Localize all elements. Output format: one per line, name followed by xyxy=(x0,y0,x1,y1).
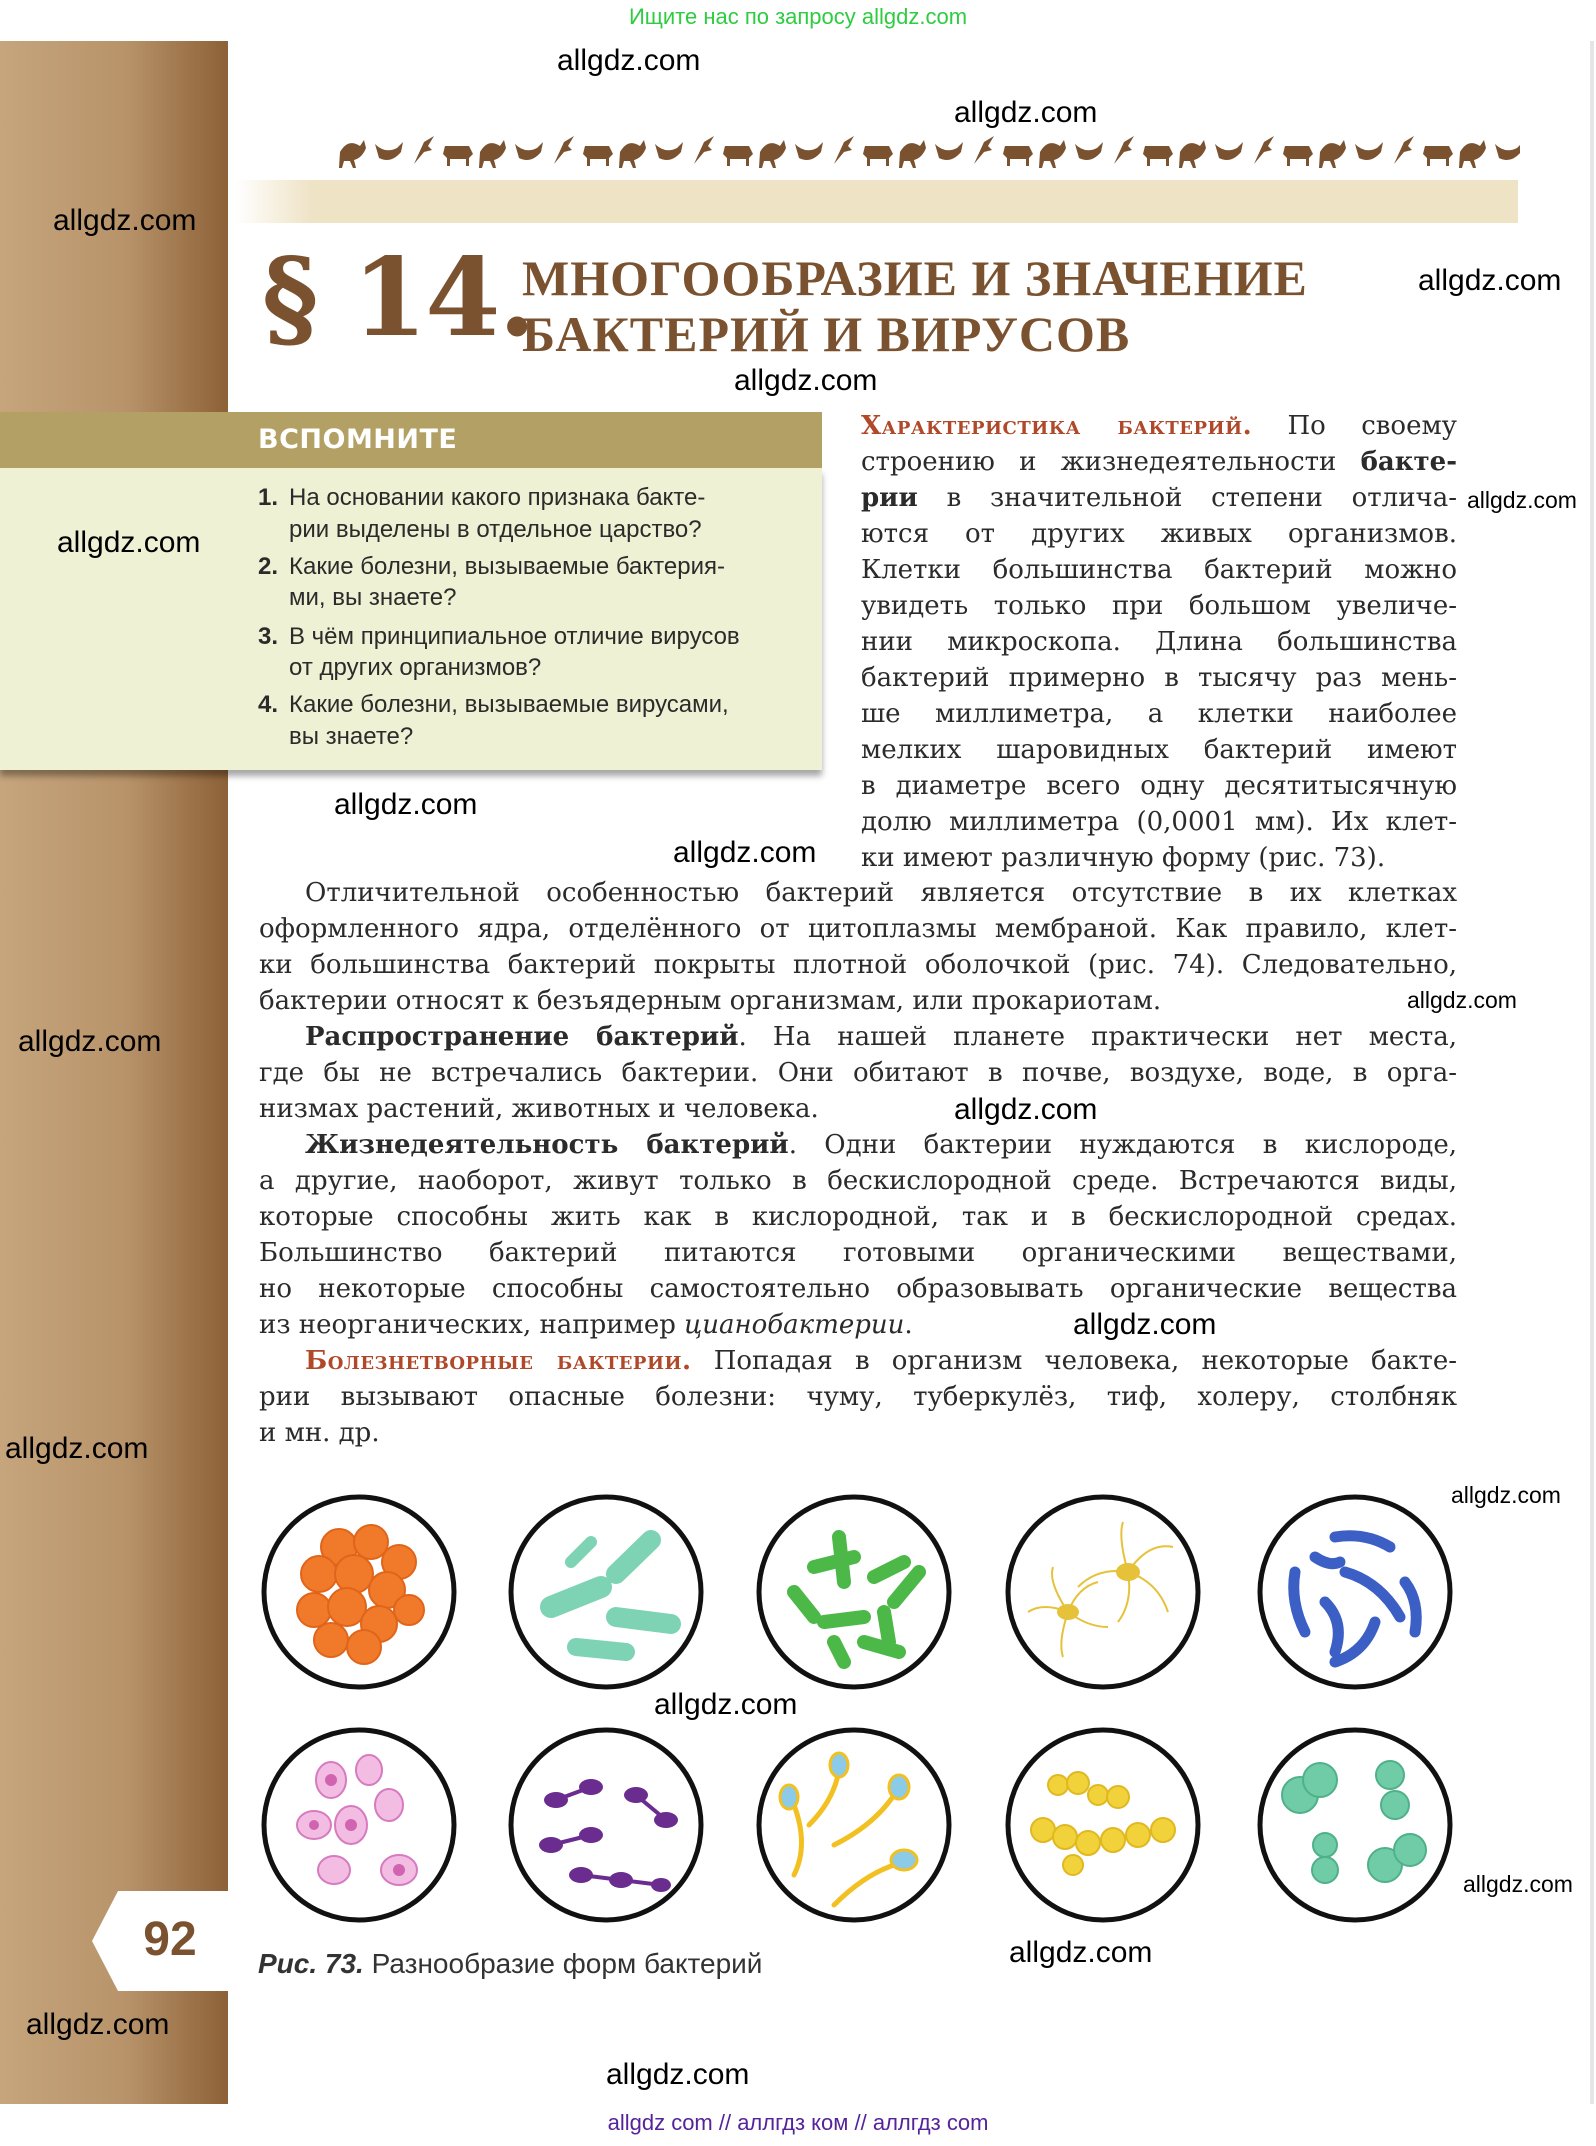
question-text: Какие болезни, вызываемые вирусами, xyxy=(289,691,729,718)
animal-silhouette-icon xyxy=(1423,146,1453,166)
figure-caption-text: Разнообразие форм бактерий xyxy=(363,1948,763,1979)
animal-silhouette-icon xyxy=(834,136,854,164)
text-segment: бактерий примерно в тысячу раз мень- xyxy=(861,663,1457,693)
recall-box xyxy=(0,468,822,770)
text-segment: оформленного ядра, отделённого от цитоплазмы мембраной. Как правило, клет- xyxy=(259,914,1457,944)
animal-silhouette-icon xyxy=(899,140,926,168)
text-segment: По своему xyxy=(1252,411,1457,441)
animal-silhouette-icon xyxy=(863,146,893,166)
animal-silhouette-icon xyxy=(1215,142,1243,160)
text-line xyxy=(861,444,1457,480)
text-segment: Попадая в организм человека, некоторые бакте- xyxy=(691,1346,1457,1376)
animal-silhouette-ornament xyxy=(330,130,1520,170)
text-line xyxy=(861,552,1457,588)
text-line xyxy=(861,804,1457,840)
animal-silhouette-icon xyxy=(619,140,646,168)
animal-silhouette-icon xyxy=(974,136,994,164)
text-segment: долю миллиметра (0,0001 мм). Их клет- xyxy=(861,807,1457,837)
text-segment: рии вызывают опасные болезни: чуму, туберкулёз, тиф, холеру, столбняк xyxy=(259,1382,1457,1412)
text-line xyxy=(305,1127,1457,1163)
text-line xyxy=(305,1343,1457,1379)
bold-term: рии xyxy=(861,483,918,513)
animal-silhouette-icon xyxy=(479,140,506,168)
search-hint-banner: Ищите нас по запросу allgdz.com xyxy=(628,4,968,29)
section-heading: Характеристика бактерий. xyxy=(861,411,1253,441)
watermark: allgdz.com xyxy=(557,44,701,77)
text-segment: Клетки большинства бактерий можно xyxy=(861,555,1457,585)
text-line xyxy=(259,911,1457,947)
text-segment: где бы не встречались бактерии. Они обитают в почве, воздухе, воде, в орга- xyxy=(259,1058,1457,1088)
animal-silhouette-icon xyxy=(935,142,963,160)
page-edge xyxy=(1590,41,1594,2104)
text-line xyxy=(861,408,1457,444)
text-line xyxy=(259,947,1457,983)
text-line xyxy=(259,1379,1457,1415)
watermark: allgdz.com xyxy=(1463,1871,1573,1897)
text-line xyxy=(259,1091,1457,1127)
bold-term: бакте- xyxy=(1360,447,1457,477)
text-line xyxy=(259,1235,1457,1271)
animal-silhouette-icon xyxy=(694,136,714,164)
question-number: 2. xyxy=(258,553,279,580)
text-segment: . На нашей планете практически нет места, xyxy=(738,1022,1458,1052)
bold-term: Жизнедеятельность бактерий xyxy=(305,1130,789,1160)
watermark: allgdz.com xyxy=(18,1025,162,1058)
animal-silhouette-icon xyxy=(655,142,683,160)
animal-silhouette-icon xyxy=(1003,146,1033,166)
watermark: allgdz.com xyxy=(334,788,478,821)
watermark: allgdz.com xyxy=(57,526,201,559)
animal-silhouette-icon xyxy=(1114,136,1134,164)
text-segment: а другие, наоборот, живут только в бескислородной среде. Встречаются виды, xyxy=(259,1166,1457,1196)
watermark: allgdz.com xyxy=(954,96,1098,129)
animal-silhouette-icon xyxy=(515,142,543,160)
animal-silhouette-icon xyxy=(414,136,434,164)
question-text: рии выделены в отдельное царство? xyxy=(289,516,702,543)
animal-silhouette-icon xyxy=(443,146,473,166)
text-line xyxy=(861,588,1457,624)
watermark: allgdz.com xyxy=(26,2008,170,2041)
text-line xyxy=(259,1163,1457,1199)
text-line xyxy=(259,983,1457,1019)
animal-silhouette-icon xyxy=(1039,140,1066,168)
animal-silhouette-icon xyxy=(1495,142,1520,160)
page-margin-sidebar xyxy=(0,41,228,2104)
text-segment: мелких шаровидных бактерий имеют xyxy=(861,735,1457,765)
text-line xyxy=(259,1415,1457,1451)
question-number: 3. xyxy=(258,623,279,650)
text-line xyxy=(861,516,1457,552)
watermark: allgdz.com xyxy=(673,836,817,869)
animal-silhouette-icon xyxy=(1355,142,1383,160)
animal-silhouette-icon xyxy=(759,140,786,168)
figure-caption xyxy=(258,1948,762,1980)
text-line xyxy=(259,1307,1457,1343)
watermark: allgdz.com xyxy=(53,204,197,237)
text-line xyxy=(861,768,1457,804)
animal-silhouette-icon xyxy=(339,140,366,168)
question-text: вы знаете? xyxy=(289,723,414,750)
question-text: ми, вы знаете? xyxy=(289,584,457,611)
short-rods-illustration xyxy=(754,1492,954,1692)
text-segment: бактерии относят к безъядерным организмам, или прокариотам. xyxy=(259,986,1162,1016)
text-segment: . Одни бактерии нуждаются в кислороде, xyxy=(788,1130,1457,1160)
text-segment: ются от других живых организмов. xyxy=(861,519,1457,549)
footer-links: allgdz com // аллгдз ком // аллгдз com xyxy=(607,2110,989,2135)
watermark: allgdz.com xyxy=(1073,1308,1217,1341)
streptococci-illustration xyxy=(1003,1725,1203,1925)
recall-box-heading: ВСПОМНИТЕ xyxy=(258,424,458,455)
text-line xyxy=(861,840,1457,876)
question-text: от других организмов? xyxy=(289,654,542,681)
text-segment: нии микроскопа. Длина большинства xyxy=(861,627,1457,657)
animal-silhouette-icon xyxy=(554,136,574,164)
text-segment: Отличительной особенностью бактерий является отсутствие в их клетках xyxy=(305,878,1457,908)
text-segment: . xyxy=(904,1310,913,1340)
question-text: На основании какого признака бакте- xyxy=(289,484,706,511)
figure-caption-label: Рис. 73. xyxy=(258,1948,364,1979)
animal-silhouette-icon xyxy=(1283,146,1313,166)
chapter-title-line-1: МНОГООБРАЗИЕ И ЗНАЧЕНИЕ xyxy=(522,250,1308,306)
text-line xyxy=(259,1199,1457,1235)
animal-silhouette-icon xyxy=(583,146,613,166)
animal-silhouette-icon xyxy=(1394,136,1414,164)
watermark: allgdz.com xyxy=(1418,264,1562,297)
text-line xyxy=(305,875,1457,911)
paragraph-number: § 14. xyxy=(262,235,534,361)
question-text: В чём принципиальное отличие вирусов xyxy=(289,623,740,650)
text-segment: но некоторые способны самостоятельно образовывать органические вещества xyxy=(259,1274,1457,1304)
text-segment: строению и жизнедеятельности xyxy=(861,447,1361,477)
animal-silhouette-icon xyxy=(1143,146,1173,166)
text-segment: низмах растений, животных и человека. xyxy=(259,1094,819,1124)
text-segment: которые способны жить как в кислородной, так и в бескислородной средах. xyxy=(259,1202,1457,1232)
text-segment: в значительной степени отлича- xyxy=(917,483,1457,513)
animal-silhouette-icon xyxy=(1319,140,1346,168)
branching-rods-illustration xyxy=(1255,1492,1455,1692)
watermark: allgdz.com xyxy=(654,1688,798,1721)
text-segment: ше миллиметра, а клетки наиболее xyxy=(861,699,1457,729)
watermark: allgdz.com xyxy=(5,1432,149,1465)
text-line xyxy=(861,696,1457,732)
recall-box-header xyxy=(0,412,822,468)
bold-term: Распространение бактерий xyxy=(305,1022,739,1052)
page-number: 92 xyxy=(143,1913,197,1966)
text-segment: ки имеют различную форму (рис. 73). xyxy=(861,843,1386,873)
text-segment: в диаметре всего одну десятитысячную xyxy=(861,771,1457,801)
animal-silhouette-icon xyxy=(1075,142,1103,160)
watermark: allgdz.com xyxy=(1009,1936,1153,1969)
text-segment: увидеть только при большом увеличе- xyxy=(861,591,1457,621)
diplobacilli-chains-illustration xyxy=(506,1725,706,1925)
animal-silhouette-icon xyxy=(1459,140,1486,168)
text-line xyxy=(259,1271,1457,1307)
text-segment: Большинство бактерий питаются готовыми органическими веществами, xyxy=(259,1238,1457,1268)
animal-silhouette-icon xyxy=(375,142,403,160)
decorative-band xyxy=(235,180,1518,223)
animal-silhouette-icon xyxy=(795,142,823,160)
flagellated-bacteria-illustration xyxy=(1003,1492,1203,1692)
animal-silhouette-icon xyxy=(723,146,753,166)
text-segment: и мн. др. xyxy=(259,1418,380,1448)
pink-cells-illustration xyxy=(259,1725,459,1925)
question-number: 1. xyxy=(258,484,279,511)
cocci-cluster-illustration xyxy=(259,1492,459,1692)
italic-term: цианобактерии xyxy=(684,1310,905,1340)
text-line xyxy=(861,732,1457,768)
text-segment: ки большинства бактерий покрыты плотной оболочкой (рис. 74). Следовательно, xyxy=(259,950,1457,980)
watermark: allgdz.com xyxy=(606,2058,750,2091)
text-line xyxy=(861,624,1457,660)
animal-silhouette-icon xyxy=(1254,136,1274,164)
diplococci-illustration xyxy=(1255,1725,1455,1925)
question-text: Какие болезни, вызываемые бактерия- xyxy=(289,553,725,580)
section-heading: Болезнетворные бактерии. xyxy=(305,1346,692,1376)
chapter-title-line-2: БАКТЕРИЙ И ВИРУСОВ xyxy=(522,306,1131,362)
watermark: allgdz.com xyxy=(1451,1482,1561,1508)
text-line xyxy=(259,1055,1457,1091)
question-number: 4. xyxy=(258,691,279,718)
text-line xyxy=(861,660,1457,696)
text-line xyxy=(861,480,1457,516)
animal-silhouette-icon xyxy=(1179,140,1206,168)
watermark: allgdz.com xyxy=(1407,987,1517,1013)
text-line xyxy=(305,1019,1457,1055)
bacilli-illustration xyxy=(506,1492,706,1692)
spermatozoid-shaped-bacteria-illustration xyxy=(754,1725,954,1925)
watermark: allgdz.com xyxy=(954,1093,1098,1126)
watermark: allgdz.com xyxy=(734,364,878,397)
text-segment: из неорганических, например xyxy=(259,1310,685,1340)
watermark: allgdz.com xyxy=(1467,487,1577,513)
